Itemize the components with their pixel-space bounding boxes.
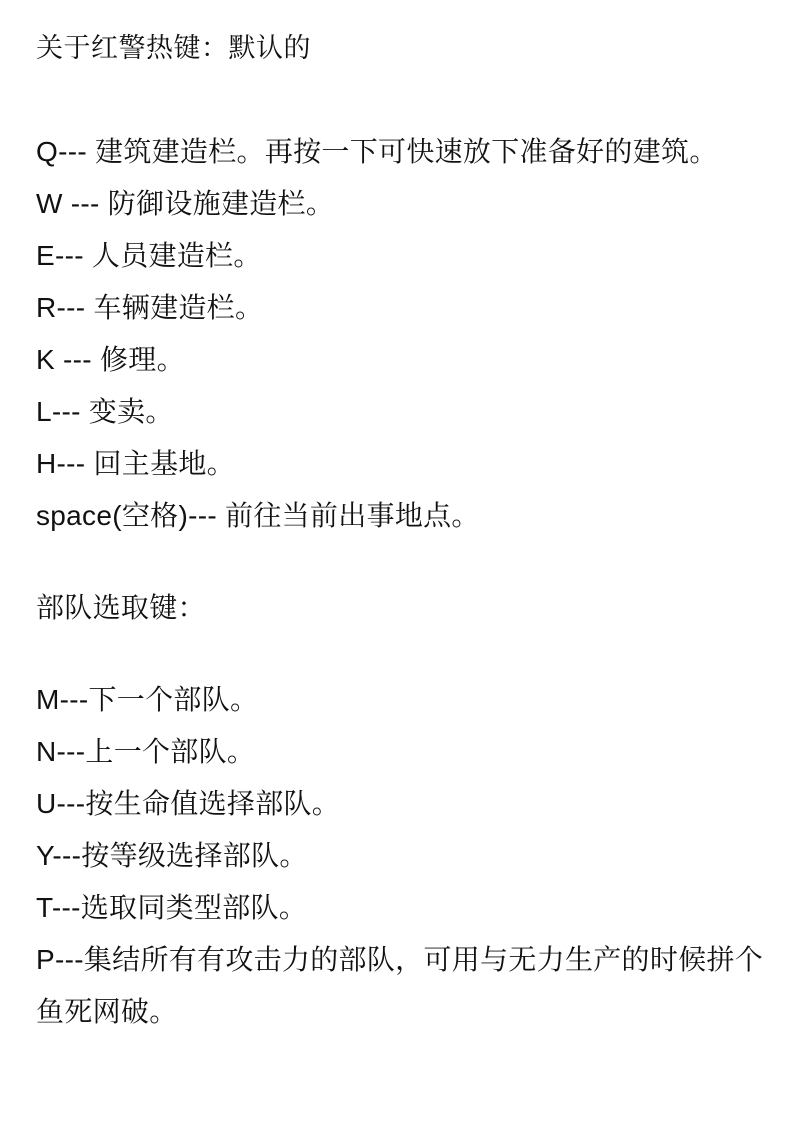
spacer-after-title: [36, 68, 764, 126]
hotkey-line: R--- 车辆建造栏。: [36, 292, 264, 323]
hotkey-line: K --- 修理。: [36, 344, 185, 375]
hotkey-section-general: [36, 126, 764, 542]
page-title: 关于红警热键：默认的: [36, 33, 311, 63]
hotkey-line: P---集结所有有攻击力的部队，可用与无力生产的时候拼个鱼死网破。: [36, 944, 764, 1027]
hotkey-line: Y---按等级选择部队。: [36, 840, 308, 871]
hotkey-line: M---下一个部队。: [36, 684, 259, 715]
hotkey-line: E--- 人员建造栏。: [36, 240, 262, 271]
hotkey-section-units: [36, 582, 764, 1038]
hotkey-line: H--- 回主基地。: [36, 448, 235, 479]
hotkey-line: Q--- 建筑建造栏。再按一下可快速放下准备好的建筑。: [36, 136, 718, 167]
hotkey-line: L--- 变卖。: [36, 396, 174, 427]
hotkey-line: N---上一个部队。: [36, 736, 256, 767]
section-heading: 部队选取键：: [36, 592, 206, 623]
hotkey-line: T---选取同类型部队。: [36, 892, 308, 923]
hotkey-line: W --- 防御设施建造栏。: [36, 188, 335, 219]
hotkey-line: U---按生命值选择部队。: [36, 788, 341, 819]
spacer-after-heading: [36, 634, 764, 674]
hotkey-line: space(空格)--- 前往当前出事地点。: [36, 500, 480, 531]
spacer-before-unit-section: [36, 542, 764, 582]
